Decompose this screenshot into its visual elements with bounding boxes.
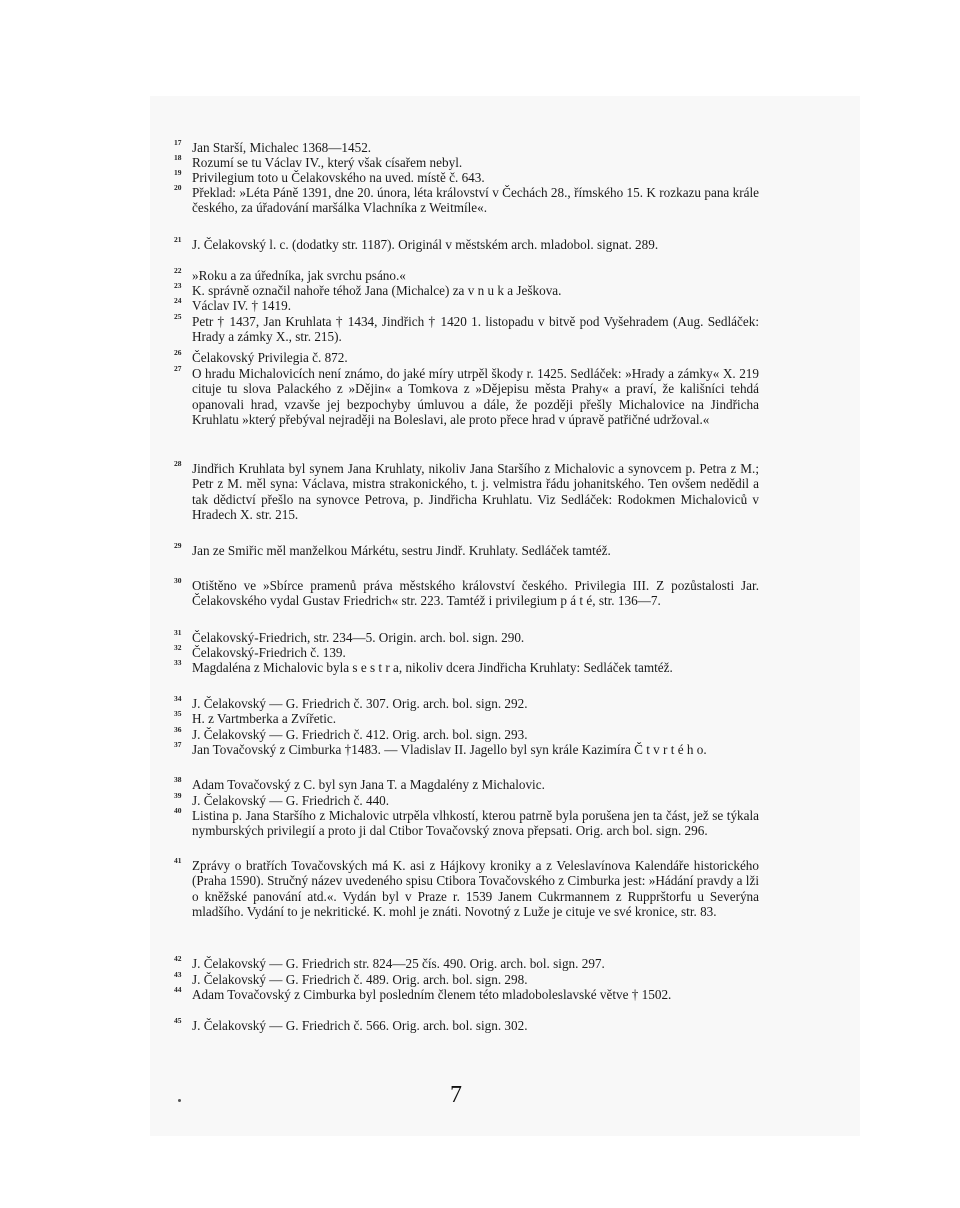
footnote-text: Privilegium toto u Čelakovského na uved. místě č. 643. — [192, 170, 485, 185]
footnote-text: Čelakovský-Friedrich, str. 234—5. Origin. arch. bol. sign. 290. — [192, 630, 525, 645]
footnote — [174, 461, 759, 523]
footnote — [174, 630, 759, 645]
footnote-text: J. Čelakovský l. c. (dodatky str. 1187). Originál v městském arch. mladobol. signat. 289. — [192, 237, 659, 252]
footnote-text: H. z Vartmberka a Zvířetic. — [192, 711, 337, 726]
footnote — [174, 366, 759, 428]
footnote-number: 33 — [174, 658, 182, 667]
footnote — [174, 645, 759, 660]
footnote-text: Jan Starší, Michalec 1368—1452. — [192, 140, 372, 155]
footnote — [174, 808, 759, 839]
footnote-number: 36 — [174, 725, 182, 734]
footnote-number: 28 — [174, 459, 182, 468]
footnote-number: 38 — [174, 775, 182, 784]
footnote-number: 22 — [174, 266, 182, 275]
footnote — [174, 987, 759, 1002]
footnote-number: 24 — [174, 296, 182, 305]
footnote-number: 45 — [174, 1016, 182, 1025]
footnote-number: 32 — [174, 643, 182, 652]
footnote-number: 25 — [174, 312, 182, 321]
footnote-text: Václav IV. † 1419. — [192, 298, 292, 313]
footnote-number: 21 — [174, 235, 182, 244]
footnote-text: J. Čelakovský — G. Friedrich str. 824—25 čís. 490. Orig. arch. bol. sign. 297. — [192, 956, 605, 971]
footnote-number: 23 — [174, 281, 182, 290]
footnote — [174, 742, 759, 757]
footnote-number: 43 — [174, 970, 182, 979]
footnote-text: J. Čelakovský — G. Friedrich č. 412. Orig. arch. bol. sign. 293. — [192, 727, 528, 742]
footnote-number: 41 — [174, 856, 182, 865]
footnote — [174, 793, 759, 808]
footnote-text: Zprávy o bratřích Tovačovských má K. asi z Hájkovy kroniky a z Veleslavínova Kalendáře historického (Praha 1590). Stručný název uvedeného spisu Ctibora Tovačovského z Cimburka jest: »Hádání pravdy a lži o kněžské panování atd.«. Vydán byl v Praze r. 1539 Janem Cukrmannem z Rupprštorfu u Severýna mladšího. Vydání to je nekritické. K. mohl je znáti. Novotný z Luže je cituje ve své kronice, str. 83. — [192, 858, 759, 920]
footnote — [174, 696, 759, 711]
footnote — [174, 543, 759, 558]
scan-speck — [178, 1099, 181, 1102]
footnote-number: 27 — [174, 364, 182, 373]
footnote — [174, 956, 759, 971]
footnote-text: Petr † 1437, Jan Kruhlata † 1434, Jindřich † 1420 1. listopadu v bitvě pod Vyšehradem (Aug. Sedláček: Hrady a zámky X., str. 215). — [192, 314, 759, 345]
footnote-text: Otištěno ve »Sbírce pramenů práva městského království českého. Privilegia III. Z pozůstalosti Jar. Čelakovského vydal Gustav Friedrich« str. 223. Tamtéž i privilegium p á t é, str. 136—7. — [192, 578, 759, 609]
footnote-number: 42 — [174, 954, 182, 963]
footnote-text: O hradu Michalovicích není známo, do jaké míry utrpěl škody r. 1425. Sedláček: »Hrady a zámky« X. 219 cituje tu slova Palackého z »Dějin« a Tomkova z »Dějepisu města Prahy« a praví, že kališníci tehdá opanovali hrad, vzavše jej bezpochyby úmluvou a dále, že později přešly Michalovice na Jindřicha Kruhlatu »který přebýval nejraději na Boleslavi, ale proto přece hrad v úpravě patřičné udržoval.« — [192, 366, 759, 428]
footnote — [174, 350, 759, 365]
footnote-text: K. správně označil nahoře téhož Jana (Michalce) za v n u k a Ješkova. — [192, 283, 562, 298]
footnote-number: 20 — [174, 183, 182, 192]
footnote-text: Překlad: »Léta Páně 1391, dne 20. února, léta království v Čechách 28., římského 15. K rozkazu pana krále českého, za úřadování maršálka Vlachníka z Weitmíle«. — [192, 185, 759, 216]
footnote-number: 40 — [174, 806, 182, 815]
footnote — [174, 727, 759, 742]
footnote-text: J. Čelakovský — G. Friedrich č. 489. Orig. arch. bol. sign. 298. — [192, 972, 528, 987]
footnote-text: Adam Tovačovský z C. byl syn Jana T. a Magdalény z Michalovic. — [192, 777, 545, 792]
footnote-number: 19 — [174, 168, 182, 177]
footnote-text: »Roku a za úředníka, jak svrchu psáno.« — [192, 268, 406, 283]
footnote-number: 30 — [174, 576, 182, 585]
footnote — [174, 283, 759, 298]
footnote-text: J. Čelakovský — G. Friedrich č. 566. Orig. arch. bol. sign. 302. — [192, 1018, 528, 1033]
footnote — [174, 314, 759, 345]
footnote — [174, 578, 759, 609]
footnote-text: Jindřich Kruhlata byl synem Jana Kruhlaty, nikoliv Jana Staršího z Michalovic a synovcem p. Petra z M.; Petr z M. měl syna: Václava, mistra strakonického, t. j. velmistra řádu johanitského. Ten ovšem nedědil a tak dědictví přešlo na synovce Petrova, p. Jindřicha Kruhlatu. Viz Sedláček: Rodokmen Michaloviců v Hradech X. str. 215. — [192, 461, 759, 523]
footnote — [174, 1018, 759, 1033]
footnote-text: Magdaléna z Michalovic byla s e s t r a, nikoliv dcera Jindřicha Kruhlaty: Sedláček tamtéž. — [192, 660, 673, 675]
footnote-text: Rozumí se tu Václav IV., který však císařem nebyl. — [192, 155, 463, 170]
footnote — [174, 170, 759, 185]
footnote-number: 29 — [174, 541, 182, 550]
footnote-number: 35 — [174, 709, 182, 718]
footnote — [174, 140, 759, 155]
footnote — [174, 298, 759, 313]
footnote-number: 34 — [174, 694, 182, 703]
footnote — [174, 972, 759, 987]
footnote-text: J. Čelakovský — G. Friedrich č. 440. — [192, 793, 390, 808]
footnote — [174, 660, 759, 675]
footnote-text: Jan ze Smiřic měl manželkou Márkétu, sestru Jindř. Kruhlaty. Sedláček tamtéž. — [192, 543, 611, 558]
page-number: 7 — [450, 1082, 462, 1108]
footnote-number: 26 — [174, 348, 182, 357]
footnote-text: Jan Tovačovský z Cimburka †1483. — Vladislav II. Jagello byl syn krále Kazimíra Č t v r t é h o. — [192, 742, 707, 757]
footnote-text: J. Čelakovský — G. Friedrich č. 307. Orig. arch. bol. sign. 292. — [192, 696, 528, 711]
footnote-number: 17 — [174, 138, 182, 147]
footnote-text: Adam Tovačovský z Cimburka byl posledním členem této mladoboleslavské větve † 1502. — [192, 987, 672, 1002]
footnote — [174, 237, 759, 252]
footnote — [174, 711, 759, 726]
footnote-number: 37 — [174, 740, 182, 749]
footnote-text: Listina p. Jana Staršího z Michalovic utrpěla vlhkostí, kterou patrně byla porušena jen ta část, jež se týkala nymburských privilegií a proto ji dal Ctibor Tovačovský znova přepsati. Orig. arch bol. sign. 296. — [192, 808, 759, 839]
footnote-number: 18 — [174, 153, 182, 162]
footnote-number: 31 — [174, 628, 182, 637]
footnote-text: Čelakovský-Friedrich č. 139. — [192, 645, 346, 660]
footnote-number: 39 — [174, 791, 182, 800]
footnote-number: 44 — [174, 985, 182, 994]
footnote — [174, 185, 759, 216]
footnote — [174, 155, 759, 170]
footnote — [174, 268, 759, 283]
footnote-text: Čelakovský Privilegia č. 872. — [192, 350, 348, 365]
footnote — [174, 858, 759, 920]
footnote — [174, 777, 759, 792]
